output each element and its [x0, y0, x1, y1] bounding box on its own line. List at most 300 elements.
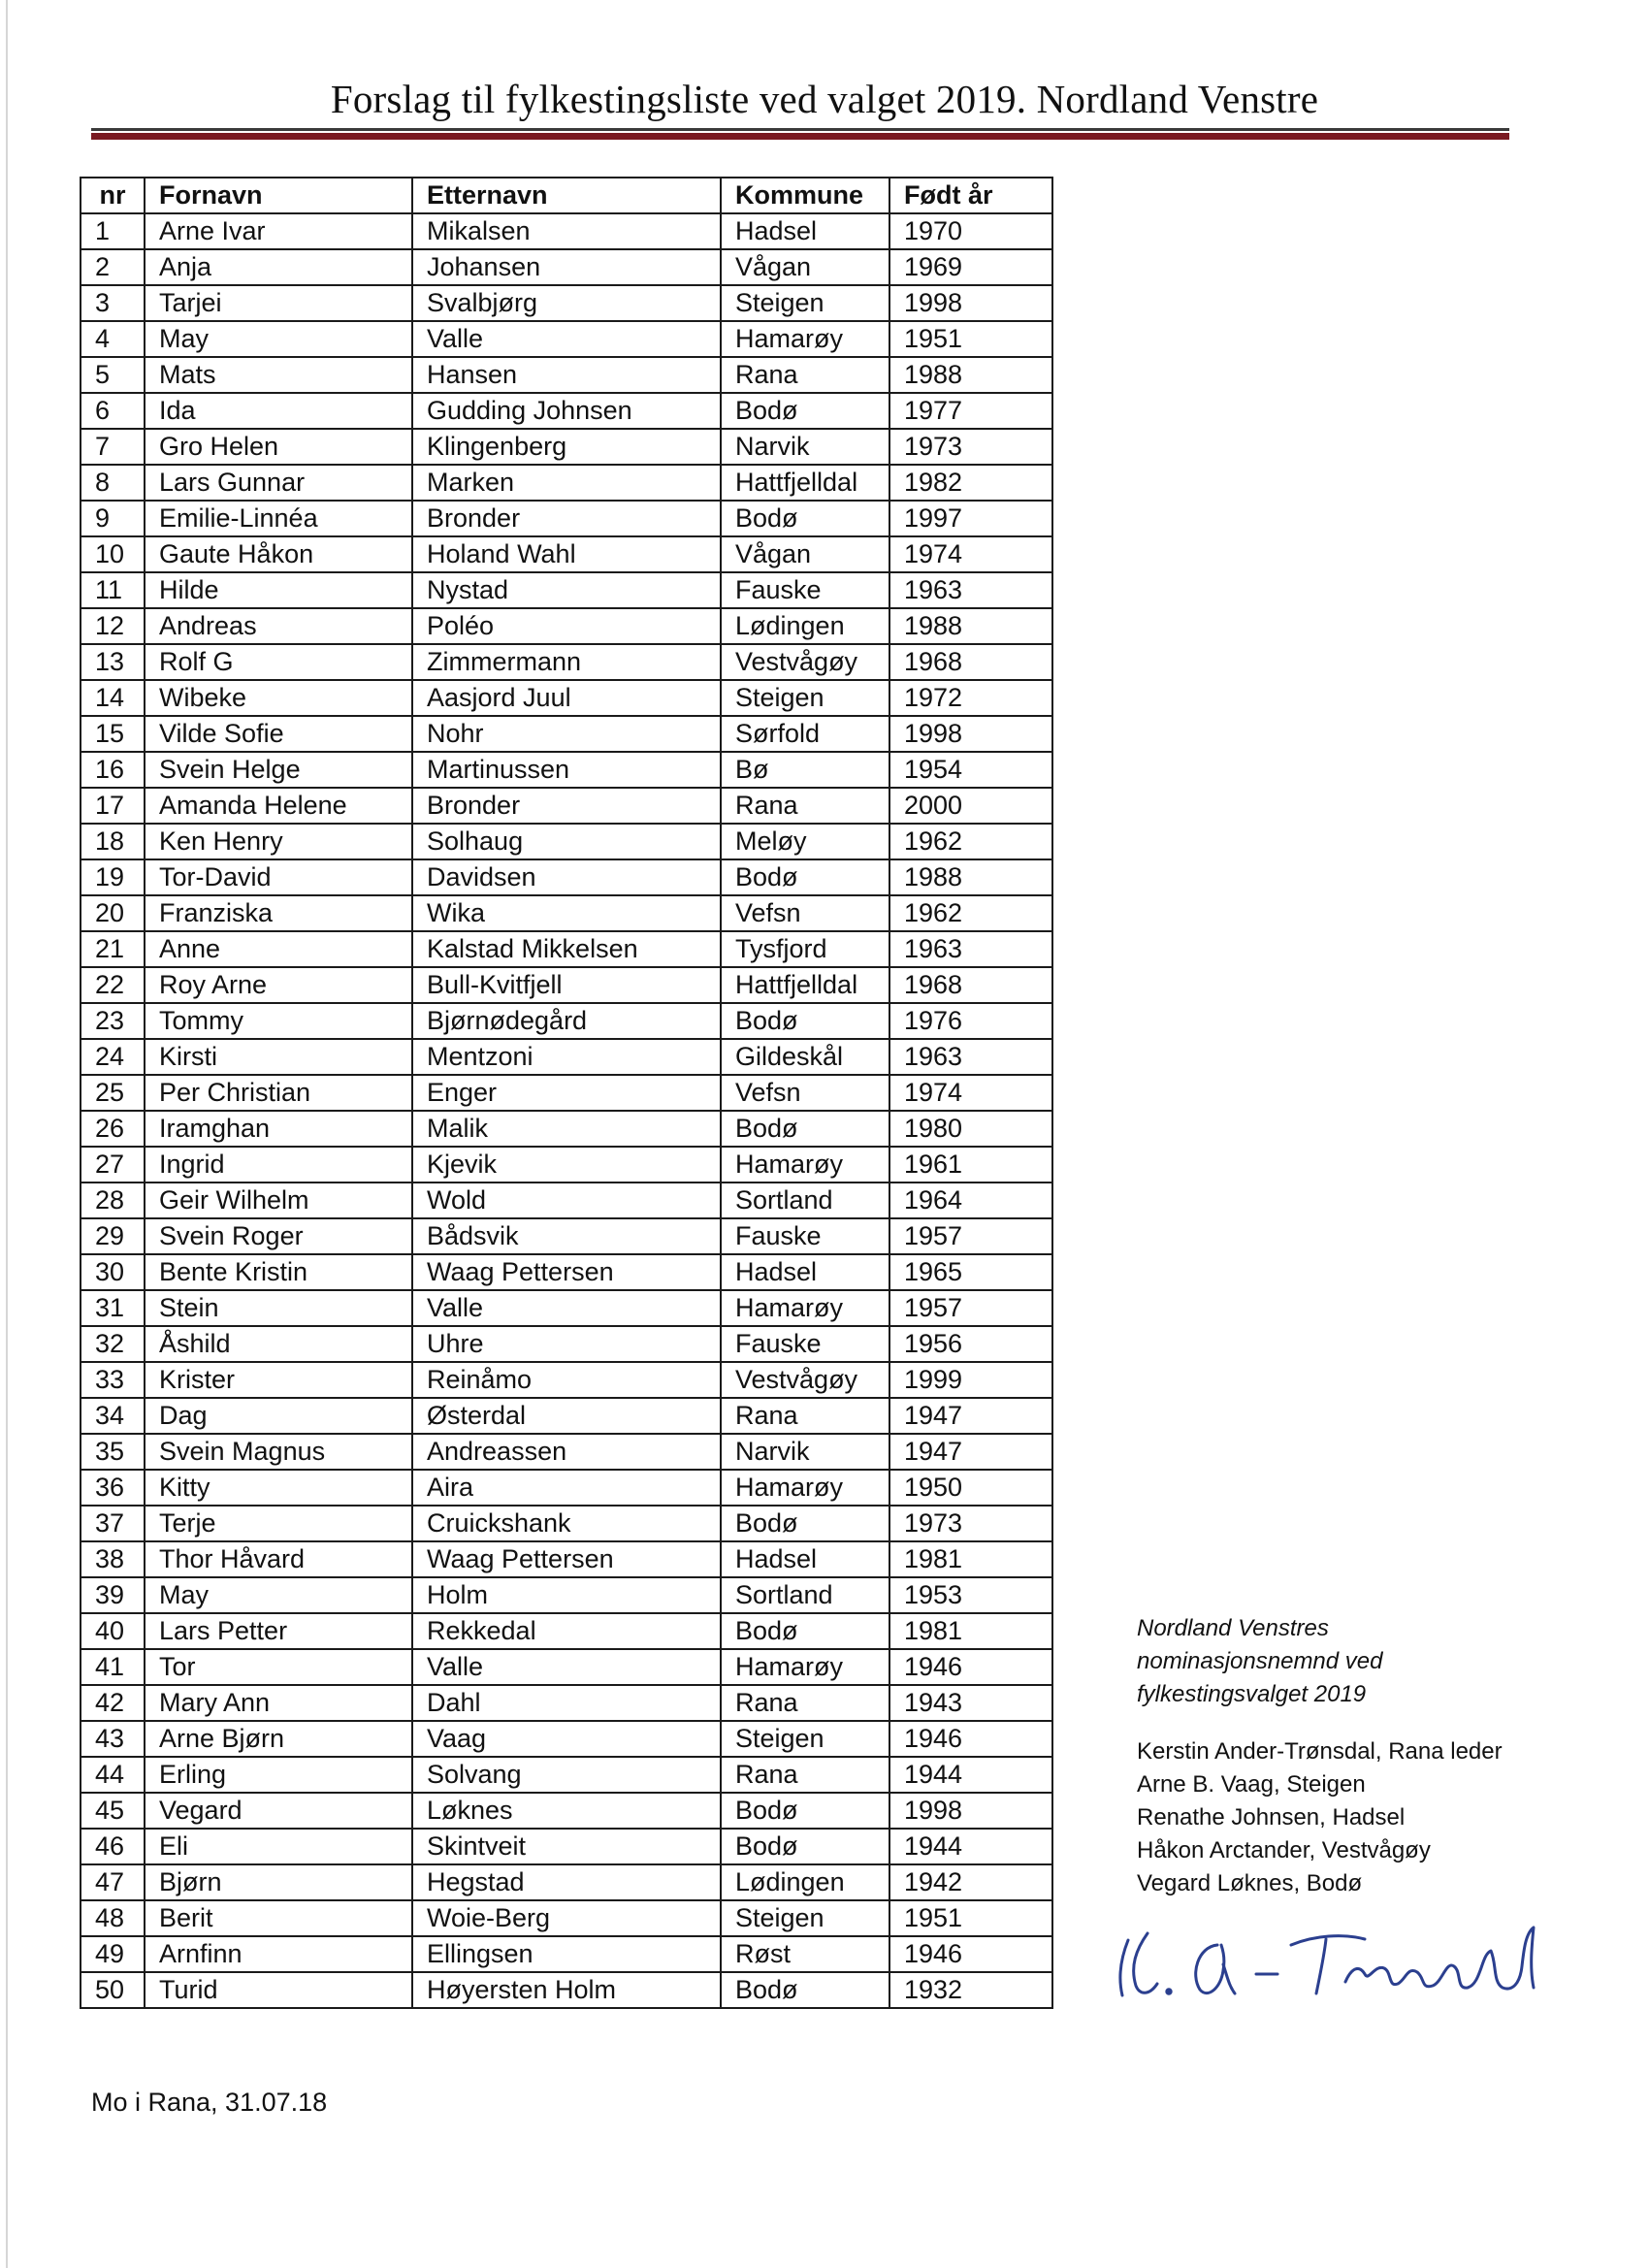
cell-fornavn: May [145, 1577, 412, 1613]
cell-etternavn: Reinåmo [412, 1362, 721, 1398]
cell-fornavn: Thor Håvard [145, 1541, 412, 1577]
cell-nr: 15 [81, 716, 145, 752]
cell-fodt-ar: 1964 [889, 1183, 1052, 1218]
cell-fornavn: Erling [145, 1757, 412, 1793]
cell-etternavn: Solhaug [412, 824, 721, 859]
cell-fornavn: Rolf G [145, 644, 412, 680]
table-row [81, 572, 1052, 608]
table-row [81, 1326, 1052, 1362]
cell-fornavn: Per Christian [145, 1075, 412, 1111]
cell-nr: 32 [81, 1326, 145, 1362]
cell-nr: 25 [81, 1075, 145, 1111]
cell-fodt-ar: 1953 [889, 1577, 1052, 1613]
committee-member: Håkon Arctander, Vestvågøy [1137, 1837, 1431, 1863]
table-row [81, 357, 1052, 393]
cell-kommune: Lødingen [721, 1864, 889, 1900]
cell-etternavn: Holand Wahl [412, 536, 721, 572]
table-row [81, 716, 1052, 752]
cell-fornavn: Kitty [145, 1470, 412, 1506]
cell-kommune: Hattfjelldal [721, 967, 889, 1003]
header-fodt-ar: Født år [889, 178, 1052, 213]
cell-fodt-ar: 1972 [889, 680, 1052, 716]
cell-etternavn: Dahl [412, 1685, 721, 1721]
cell-fornavn: Tor [145, 1649, 412, 1685]
cell-fodt-ar: 1962 [889, 824, 1052, 859]
cell-fodt-ar: 1947 [889, 1398, 1052, 1434]
table-row [81, 680, 1052, 716]
cell-fodt-ar: 1943 [889, 1685, 1052, 1721]
candidate-table [80, 177, 1053, 2009]
cell-etternavn: Høyersten Holm [412, 1972, 721, 2008]
cell-nr: 17 [81, 788, 145, 824]
cell-fodt-ar: 1956 [889, 1326, 1052, 1362]
cell-fodt-ar: 1957 [889, 1218, 1052, 1254]
cell-nr: 39 [81, 1577, 145, 1613]
table-row [81, 536, 1052, 572]
cell-fodt-ar: 1981 [889, 1613, 1052, 1649]
cell-kommune: Steigen [721, 285, 889, 321]
committee-heading-line: fylkestingsvalget 2019 [1137, 1681, 1367, 1707]
cell-kommune: Bodø [721, 859, 889, 895]
cell-nr: 48 [81, 1900, 145, 1936]
cell-kommune: Hamarøy [721, 321, 889, 357]
cell-etternavn: Poléo [412, 608, 721, 644]
cell-fornavn: Tarjei [145, 285, 412, 321]
cell-fornavn: May [145, 321, 412, 357]
committee-member: Renathe Johnsen, Hadsel [1137, 1804, 1406, 1831]
cell-etternavn: Mentzoni [412, 1039, 721, 1075]
table-row [81, 465, 1052, 501]
cell-kommune: Narvik [721, 429, 889, 465]
cell-fodt-ar: 1946 [889, 1936, 1052, 1972]
cell-nr: 43 [81, 1721, 145, 1757]
cell-fornavn: Iramghan [145, 1111, 412, 1147]
cell-nr: 27 [81, 1147, 145, 1183]
cell-fodt-ar: 1951 [889, 321, 1052, 357]
cell-kommune: Vestvågøy [721, 644, 889, 680]
cell-fornavn: Lars Gunnar [145, 465, 412, 501]
cell-kommune: Fauske [721, 1326, 889, 1362]
cell-etternavn: Waag Pettersen [412, 1254, 721, 1290]
cell-etternavn: Wold [412, 1183, 721, 1218]
cell-kommune: Tysfjord [721, 931, 889, 967]
page-title: Forslag til fylkestingsliste ved valget 2019. Nordland Venstre [330, 77, 1319, 121]
cell-etternavn: Zimmermann [412, 644, 721, 680]
cell-nr: 3 [81, 285, 145, 321]
cell-fornavn: Lars Petter [145, 1613, 412, 1649]
title-rule-dark [91, 128, 1509, 131]
cell-fodt-ar: 1962 [889, 895, 1052, 931]
cell-fodt-ar: 1974 [889, 1075, 1052, 1111]
cell-kommune: Bodø [721, 1111, 889, 1147]
cell-kommune: Steigen [721, 1900, 889, 1936]
cell-kommune: Vefsn [721, 895, 889, 931]
cell-fornavn: Eli [145, 1829, 412, 1864]
cell-fodt-ar: 1942 [889, 1864, 1052, 1900]
cell-fornavn: Arne Ivar [145, 213, 412, 249]
cell-fornavn: Tommy [145, 1003, 412, 1039]
cell-etternavn: Marken [412, 465, 721, 501]
cell-fornavn: Anja [145, 249, 412, 285]
cell-fodt-ar: 1988 [889, 357, 1052, 393]
cell-fornavn: Åshild [145, 1326, 412, 1362]
cell-fornavn: Mary Ann [145, 1685, 412, 1721]
cell-etternavn: Enger [412, 1075, 721, 1111]
table-row [81, 752, 1052, 788]
table-row [81, 1900, 1052, 1936]
cell-nr: 24 [81, 1039, 145, 1075]
cell-fornavn: Svein Helge [145, 752, 412, 788]
cell-etternavn: Svalbjørg [412, 285, 721, 321]
cell-kommune: Hattfjelldal [721, 465, 889, 501]
cell-fornavn: Franziska [145, 895, 412, 931]
cell-etternavn: Skintveit [412, 1829, 721, 1864]
cell-fornavn: Anne [145, 931, 412, 967]
cell-etternavn: Bronder [412, 501, 721, 536]
table-row [81, 1111, 1052, 1147]
cell-etternavn: Valle [412, 1649, 721, 1685]
table-row [81, 321, 1052, 357]
cell-fornavn: Gro Helen [145, 429, 412, 465]
cell-kommune: Rana [721, 357, 889, 393]
table-header-row [81, 178, 1052, 213]
cell-etternavn: Nohr [412, 716, 721, 752]
cell-fornavn: Svein Roger [145, 1218, 412, 1254]
cell-kommune: Narvik [721, 1434, 889, 1470]
cell-fornavn: Wibeke [145, 680, 412, 716]
cell-fodt-ar: 1998 [889, 716, 1052, 752]
header-fornavn: Fornavn [145, 178, 412, 213]
cell-nr: 35 [81, 1434, 145, 1470]
cell-fodt-ar: 1944 [889, 1829, 1052, 1864]
cell-kommune: Vågan [721, 536, 889, 572]
cell-fornavn: Bente Kristin [145, 1254, 412, 1290]
cell-nr: 41 [81, 1649, 145, 1685]
cell-fodt-ar: 1946 [889, 1649, 1052, 1685]
cell-nr: 16 [81, 752, 145, 788]
cell-fornavn: Terje [145, 1506, 412, 1541]
cell-nr: 11 [81, 572, 145, 608]
table-row [81, 1290, 1052, 1326]
cell-nr: 20 [81, 895, 145, 931]
cell-kommune: Hamarøy [721, 1147, 889, 1183]
cell-etternavn: Andreassen [412, 1434, 721, 1470]
scan-edge [6, 0, 8, 2268]
table-row [81, 501, 1052, 536]
table-row [81, 788, 1052, 824]
cell-fodt-ar: 1957 [889, 1290, 1052, 1326]
table-row [81, 249, 1052, 285]
cell-nr: 29 [81, 1218, 145, 1254]
table-row [81, 429, 1052, 465]
cell-fornavn: Turid [145, 1972, 412, 2008]
table-row [81, 824, 1052, 859]
cell-kommune: Røst [721, 1936, 889, 1972]
cell-fodt-ar: 1963 [889, 572, 1052, 608]
cell-nr: 36 [81, 1470, 145, 1506]
cell-kommune: Sortland [721, 1183, 889, 1218]
cell-etternavn: Kalstad Mikkelsen [412, 931, 721, 967]
cell-fornavn: Vegard [145, 1793, 412, 1829]
cell-nr: 38 [81, 1541, 145, 1577]
cell-nr: 34 [81, 1398, 145, 1434]
committee-members [1137, 1735, 1503, 1900]
cell-kommune: Bodø [721, 1829, 889, 1864]
cell-kommune: Steigen [721, 1721, 889, 1757]
cell-etternavn: Rekkedal [412, 1613, 721, 1649]
cell-kommune: Hadsel [721, 1541, 889, 1577]
table-row [81, 1183, 1052, 1218]
cell-fodt-ar: 1968 [889, 967, 1052, 1003]
cell-kommune: Vågan [721, 249, 889, 285]
cell-fodt-ar: 1963 [889, 1039, 1052, 1075]
cell-fodt-ar: 1997 [889, 501, 1052, 536]
table-row [81, 644, 1052, 680]
cell-nr: 28 [81, 1183, 145, 1218]
cell-etternavn: Wika [412, 895, 721, 931]
cell-fornavn: Vilde Sofie [145, 716, 412, 752]
table-row [81, 1936, 1052, 1972]
cell-kommune: Bø [721, 752, 889, 788]
cell-fornavn: Emilie-Linnéa [145, 501, 412, 536]
cell-nr: 45 [81, 1793, 145, 1829]
cell-fodt-ar: 1974 [889, 536, 1052, 572]
cell-nr: 44 [81, 1757, 145, 1793]
cell-kommune: Hamarøy [721, 1290, 889, 1326]
cell-etternavn: Martinussen [412, 752, 721, 788]
cell-nr: 46 [81, 1829, 145, 1864]
cell-etternavn: Davidsen [412, 859, 721, 895]
cell-fornavn: Berit [145, 1900, 412, 1936]
cell-fornavn: Bjørn [145, 1864, 412, 1900]
table-row [81, 1254, 1052, 1290]
table-row [81, 1829, 1052, 1864]
cell-etternavn: Johansen [412, 249, 721, 285]
header-kommune: Kommune [721, 178, 889, 213]
cell-kommune: Bodø [721, 1506, 889, 1541]
cell-nr: 14 [81, 680, 145, 716]
cell-kommune: Sørfold [721, 716, 889, 752]
committee-member: Kerstin Ander-Trønsdal, Rana leder [1137, 1738, 1503, 1765]
cell-fodt-ar: 1988 [889, 859, 1052, 895]
cell-fodt-ar: 1998 [889, 285, 1052, 321]
cell-fodt-ar: 1946 [889, 1721, 1052, 1757]
cell-fodt-ar: 1973 [889, 1506, 1052, 1541]
cell-nr: 5 [81, 357, 145, 393]
committee-member: Vegard Løknes, Bodø [1137, 1870, 1363, 1896]
cell-etternavn: Cruickshank [412, 1506, 721, 1541]
cell-fodt-ar: 1982 [889, 465, 1052, 501]
cell-nr: 40 [81, 1613, 145, 1649]
cell-etternavn: Woie-Berg [412, 1900, 721, 1936]
cell-fornavn: Dag [145, 1398, 412, 1434]
cell-fornavn: Roy Arne [145, 967, 412, 1003]
cell-nr: 19 [81, 859, 145, 895]
cell-nr: 26 [81, 1111, 145, 1147]
cell-fodt-ar: 1944 [889, 1757, 1052, 1793]
table-row [81, 1613, 1052, 1649]
cell-fodt-ar: 1932 [889, 1972, 1052, 2008]
cell-kommune: Hadsel [721, 213, 889, 249]
cell-kommune: Meløy [721, 824, 889, 859]
cell-etternavn: Mikalsen [412, 213, 721, 249]
cell-kommune: Sortland [721, 1577, 889, 1613]
cell-nr: 4 [81, 321, 145, 357]
cell-etternavn: Valle [412, 1290, 721, 1326]
cell-kommune: Steigen [721, 680, 889, 716]
cell-fornavn: Ingrid [145, 1147, 412, 1183]
cell-fornavn: Arne Bjørn [145, 1721, 412, 1757]
cell-nr: 47 [81, 1864, 145, 1900]
cell-kommune: Bodø [721, 1972, 889, 2008]
cell-kommune: Rana [721, 1685, 889, 1721]
cell-etternavn: Ellingsen [412, 1936, 721, 1972]
cell-kommune: Hamarøy [721, 1470, 889, 1506]
cell-kommune: Bodø [721, 1793, 889, 1829]
cell-fodt-ar: 1968 [889, 644, 1052, 680]
committee-member: Arne B. Vaag, Steigen [1137, 1771, 1366, 1798]
cell-kommune: Vefsn [721, 1075, 889, 1111]
cell-fornavn: Mats [145, 357, 412, 393]
cell-fodt-ar: 1954 [889, 752, 1052, 788]
table-row [81, 608, 1052, 644]
cell-kommune: Rana [721, 1757, 889, 1793]
cell-kommune: Lødingen [721, 608, 889, 644]
table-row [81, 931, 1052, 967]
table-row [81, 1434, 1052, 1470]
cell-nr: 37 [81, 1506, 145, 1541]
cell-fornavn: Hilde [145, 572, 412, 608]
cell-nr: 50 [81, 1972, 145, 2008]
cell-etternavn: Solvang [412, 1757, 721, 1793]
signature [1101, 1906, 1576, 2003]
cell-etternavn: Bull-Kvitfjell [412, 967, 721, 1003]
cell-fornavn: Tor-David [145, 859, 412, 895]
table-row [81, 1864, 1052, 1900]
cell-kommune: Bodø [721, 393, 889, 429]
table-body [81, 213, 1052, 2008]
cell-etternavn: Østerdal [412, 1398, 721, 1434]
cell-etternavn: Hansen [412, 357, 721, 393]
table-row [81, 895, 1052, 931]
table-row [81, 285, 1052, 321]
table-row [81, 1972, 1052, 2008]
cell-fodt-ar: 1976 [889, 1003, 1052, 1039]
cell-etternavn: Bronder [412, 788, 721, 824]
table-row [81, 1362, 1052, 1398]
cell-etternavn: Aasjord Juul [412, 680, 721, 716]
cell-nr: 33 [81, 1362, 145, 1398]
table-row [81, 967, 1052, 1003]
cell-fodt-ar: 1973 [889, 429, 1052, 465]
cell-nr: 2 [81, 249, 145, 285]
cell-nr: 13 [81, 644, 145, 680]
cell-kommune: Bodø [721, 1003, 889, 1039]
cell-fodt-ar: 1951 [889, 1900, 1052, 1936]
cell-fodt-ar: 1950 [889, 1470, 1052, 1506]
cell-etternavn: Nystad [412, 572, 721, 608]
cell-fornavn: Arnfinn [145, 1936, 412, 1972]
cell-fornavn: Gaute Håkon [145, 536, 412, 572]
cell-etternavn: Bådsvik [412, 1218, 721, 1254]
cell-fodt-ar: 1999 [889, 1362, 1052, 1398]
cell-etternavn: Bjørnødegård [412, 1003, 721, 1039]
cell-fodt-ar: 1988 [889, 608, 1052, 644]
cell-fornavn: Andreas [145, 608, 412, 644]
cell-etternavn: Kjevik [412, 1147, 721, 1183]
cell-fodt-ar: 1998 [889, 1793, 1052, 1829]
cell-etternavn: Klingenberg [412, 429, 721, 465]
committee-heading-line: nominasjonsnemnd ved [1137, 1648, 1383, 1674]
cell-fodt-ar: 1961 [889, 1147, 1052, 1183]
table-row [81, 213, 1052, 249]
cell-nr: 9 [81, 501, 145, 536]
cell-kommune: Fauske [721, 1218, 889, 1254]
cell-kommune: Rana [721, 1398, 889, 1434]
header-etternavn: Etternavn [412, 178, 721, 213]
cell-fodt-ar: 1980 [889, 1111, 1052, 1147]
committee-heading-line: Nordland Venstres [1137, 1615, 1329, 1641]
cell-nr: 30 [81, 1254, 145, 1290]
cell-kommune: Gildeskål [721, 1039, 889, 1075]
table-row [81, 1470, 1052, 1506]
cell-kommune: Fauske [721, 572, 889, 608]
cell-nr: 12 [81, 608, 145, 644]
cell-etternavn: Hegstad [412, 1864, 721, 1900]
table-row [81, 1649, 1052, 1685]
table-row [81, 1506, 1052, 1541]
cell-fornavn: Kirsti [145, 1039, 412, 1075]
cell-nr: 1 [81, 213, 145, 249]
place-date: Mo i Rana, 31.07.18 [91, 2088, 328, 2117]
table-row [81, 1577, 1052, 1613]
cell-fornavn: Geir Wilhelm [145, 1183, 412, 1218]
cell-etternavn: Gudding Johnsen [412, 393, 721, 429]
cell-nr: 18 [81, 824, 145, 859]
cell-nr: 22 [81, 967, 145, 1003]
table-row [81, 1793, 1052, 1829]
table-row [81, 1721, 1052, 1757]
cell-nr: 42 [81, 1685, 145, 1721]
cell-fodt-ar: 1977 [889, 393, 1052, 429]
cell-fodt-ar: 1963 [889, 931, 1052, 967]
cell-nr: 23 [81, 1003, 145, 1039]
cell-kommune: Hadsel [721, 1254, 889, 1290]
table-row [81, 1003, 1052, 1039]
committee-heading [1137, 1612, 1383, 1711]
cell-fodt-ar: 1965 [889, 1254, 1052, 1290]
title-rule-red [91, 133, 1509, 140]
cell-etternavn: Aira [412, 1470, 721, 1506]
table-row [81, 1039, 1052, 1075]
cell-etternavn: Uhre [412, 1326, 721, 1362]
cell-fornavn: Svein Magnus [145, 1434, 412, 1470]
cell-fornavn: Amanda Helene [145, 788, 412, 824]
cell-fornavn: Stein [145, 1290, 412, 1326]
cell-nr: 8 [81, 465, 145, 501]
table-row [81, 1757, 1052, 1793]
cell-kommune: Rana [721, 788, 889, 824]
cell-etternavn: Valle [412, 321, 721, 357]
table-row [81, 1685, 1052, 1721]
cell-etternavn: Vaag [412, 1721, 721, 1757]
cell-kommune: Bodø [721, 501, 889, 536]
table-row [81, 1218, 1052, 1254]
cell-fornavn: Ida [145, 393, 412, 429]
cell-nr: 31 [81, 1290, 145, 1326]
table-row [81, 859, 1052, 895]
cell-nr: 21 [81, 931, 145, 967]
